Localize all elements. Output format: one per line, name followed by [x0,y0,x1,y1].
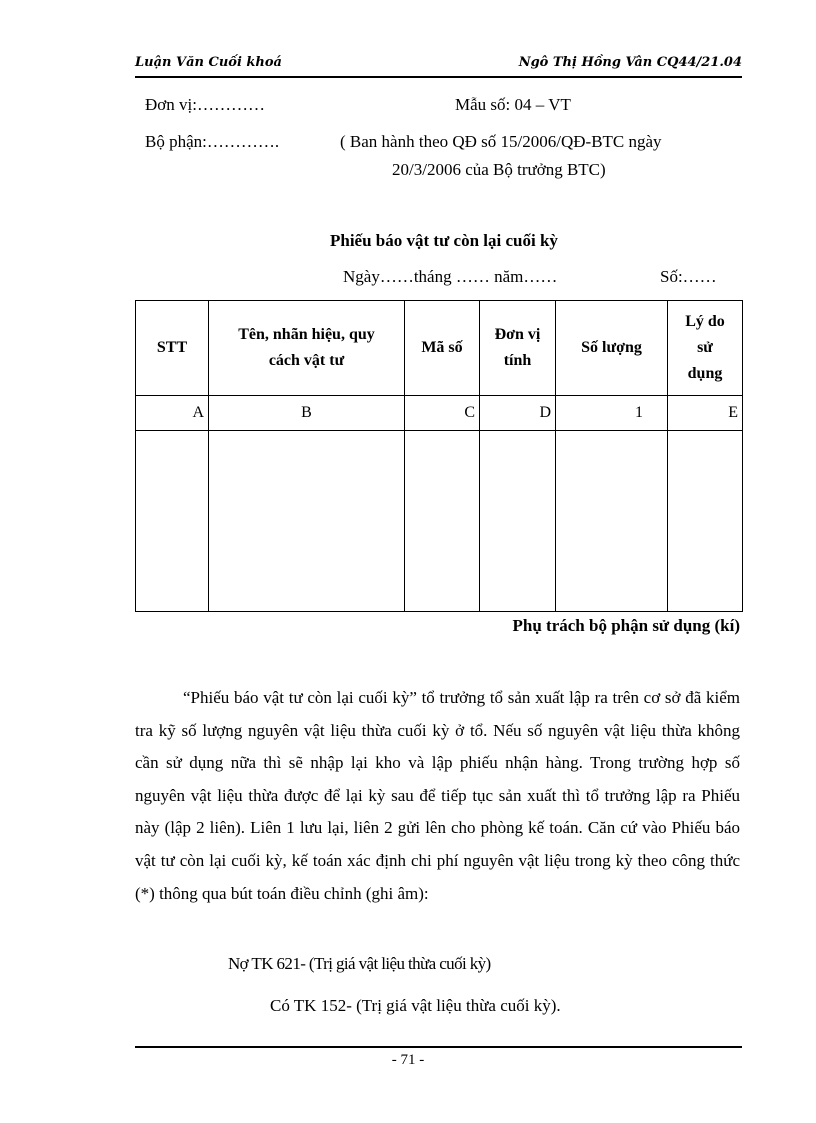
header-quantity: Số lượng [556,301,668,396]
header-name: Tên, nhãn hiệu, quy cách vật tư [209,301,405,396]
empty-cell [556,431,668,612]
header-right-author: Ngô Thị Hồng Vân CQ44/21.04 [518,55,742,70]
header-reason: Lý do sử dụng [668,301,743,396]
credit-entry: Có TK 152- (Trị giá vật liệu thừa cuối kỳ). [270,996,561,1015]
letter-cell: D [480,396,556,431]
table-header-row [136,301,743,396]
department-field: Bộ phận:…………. [145,132,280,151]
header-stt: STT [136,301,209,396]
empty-cell [405,431,480,612]
paragraph-text: “Phiếu báo vật tư còn lại cuối kỳ” tổ trưởng tổ sản xuất lập ra trên cơ sở đã kiểm tra kỹ số lượng nguyên vật liệu thừa cuối kỳ ở tổ. Nếu số nguyên vật liệu thừa không cần sử dụng nữa thì sẽ nhập lại kho và lập phiếu nhận hàng. Trong trường hợp số nguyên vật liệu thừa được để lại kỳ sau để tiếp tục sản xuất thì tổ trưởng lập ra Phiếu này (lập 2 liên). Liên 1 lưu lại, liên 2 gửi lên cho phòng kế toán. Căn cứ vào Phiếu báo vật tư còn lại cuối kỳ, kế toán xác định chi phí nguyên vật liệu trong kỳ theo công thức (*) thông qua bút toán điều chỉnh (ghi âm): [135,688,740,903]
decree-line-1: ( Ban hành theo QĐ số 15/2006/QĐ-BTC ngày [340,132,662,151]
letter-cell: A [136,396,209,431]
table-letter-row [136,396,743,431]
header-rule [135,76,742,78]
unit-field: Đơn vị:………… [145,95,265,114]
letter-cell: E [668,396,743,431]
empty-cell [668,431,743,612]
form-number: Mẫu số: 04 – VT [455,95,571,114]
debit-entry: Nợ TK 621- (Trị giá vật liệu thừa cuối kỳ) [228,954,491,973]
decree-line-2: 20/3/2006 của Bộ trưởng BTC) [392,160,606,179]
number-line: Số:…… [660,267,717,286]
header-left-title: Luận Văn Cuối khoá [135,55,282,70]
letter-cell: 1 [556,396,668,431]
empty-cell [209,431,405,612]
empty-cell [480,431,556,612]
date-line: Ngày……tháng …… năm…… [343,267,558,286]
signature-label: Phụ trách bộ phận sử dụng (kí) [512,616,740,635]
footer-rule [135,1046,742,1048]
letter-cell: B [209,396,405,431]
letter-cell: C [405,396,480,431]
form-title: Phiếu báo vật tư còn lại cuối kỳ [330,231,558,250]
header-code: Mã số [405,301,480,396]
empty-cell [136,431,209,612]
materials-table [135,300,743,612]
header-unit: Đơn vị tính [480,301,556,396]
page-number: - 71 - [391,1052,425,1068]
table-row [136,431,743,612]
body-paragraph [135,682,740,910]
running-header [135,52,742,74]
